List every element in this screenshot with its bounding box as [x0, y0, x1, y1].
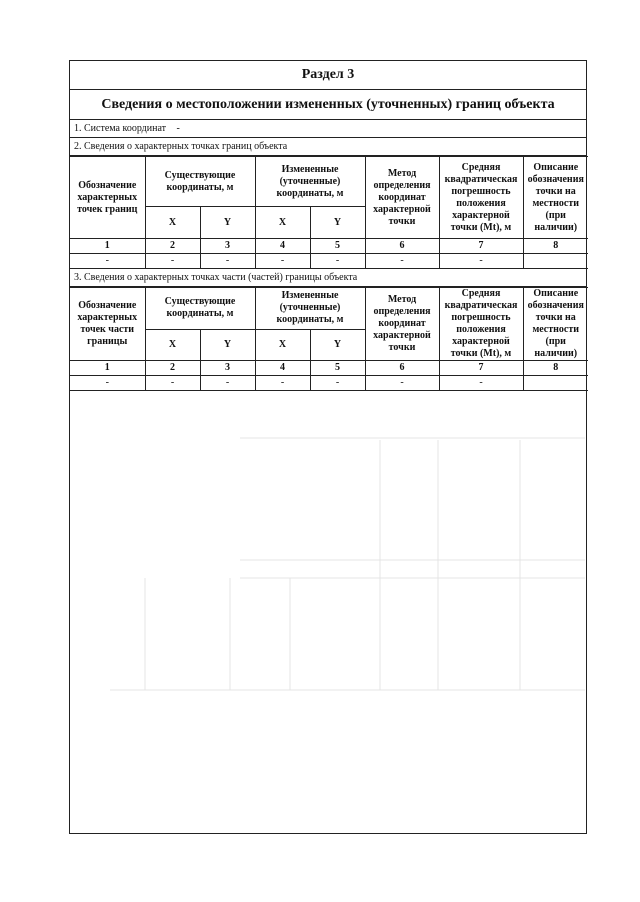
column-number: 8 [523, 361, 588, 376]
header-point-designation: Обозначение характерных точек границ [70, 157, 145, 239]
header-x: X [145, 329, 200, 360]
header-y: Y [310, 329, 365, 360]
table-cell: - [439, 254, 523, 269]
header-x: X [255, 329, 310, 360]
header-y: Y [200, 329, 255, 360]
table-cell [523, 254, 588, 269]
header-description: Описание обозначения точки на местности (при наличии) [523, 288, 588, 361]
coord-system-value: - [176, 123, 180, 134]
header-changed-coords: Измененные (уточненные) координаты, м [255, 288, 365, 330]
header-existing-coords: Существующие координаты, м [145, 288, 255, 330]
column-number-row [70, 239, 588, 254]
part-boundary-points-table [70, 287, 588, 391]
column-number: 7 [439, 361, 523, 376]
column-number-row [70, 361, 588, 376]
column-number: 8 [523, 239, 588, 254]
table-cell: - [70, 254, 145, 269]
table-cell: - [70, 376, 145, 391]
section-title: Раздел 3 [70, 61, 586, 90]
column-number: 4 [255, 361, 310, 376]
table-cell: - [310, 254, 365, 269]
header-error: Средняя квадратическая погрешность положения характерной точки (Mt), м [439, 288, 523, 361]
table-row [70, 254, 588, 269]
table-cell: - [365, 376, 439, 391]
boundary-points-table [70, 156, 588, 269]
column-number: 7 [439, 239, 523, 254]
section-subtitle: Сведения о местоположении измененных (уточненных) границ объекта [70, 90, 586, 120]
table-cell: - [439, 376, 523, 391]
column-number: 1 [70, 361, 145, 376]
table-row [70, 376, 588, 391]
header-description: Описание обозначения точки на местности (при наличии) [523, 157, 588, 239]
column-number: 5 [310, 239, 365, 254]
table-cell: - [200, 376, 255, 391]
header-existing-coords: Существующие координаты, м [145, 157, 255, 207]
header-point-designation: Обозначение характерных точек части границы [70, 288, 145, 361]
header-y: Y [310, 207, 365, 239]
table-cell: - [255, 254, 310, 269]
column-number: 6 [365, 361, 439, 376]
table-cell: - [365, 254, 439, 269]
column-number: 4 [255, 239, 310, 254]
column-number: 5 [310, 361, 365, 376]
table-cell: - [145, 254, 200, 269]
coord-system-line [70, 120, 586, 138]
column-number: 6 [365, 239, 439, 254]
table-cell: - [255, 376, 310, 391]
table2-caption: 3. Сведения о характерных точках части (частей) границы объекта [70, 269, 586, 287]
section-frame [69, 60, 587, 834]
header-x: X [255, 207, 310, 239]
table-cell: - [145, 376, 200, 391]
header-changed-coords: Измененные (уточненные) координаты, м [255, 157, 365, 207]
header-method: Метод определения координат характерной точки [365, 157, 439, 239]
table-cell: - [200, 254, 255, 269]
table-cell: - [310, 376, 365, 391]
table1-caption: 2. Сведения о характерных точках границ объекта [70, 138, 586, 156]
column-number: 2 [145, 361, 200, 376]
column-number: 3 [200, 239, 255, 254]
table-cell [523, 376, 588, 391]
column-number: 1 [70, 239, 145, 254]
header-y: Y [200, 207, 255, 239]
column-number: 3 [200, 361, 255, 376]
header-x: X [145, 207, 200, 239]
column-number: 2 [145, 239, 200, 254]
coord-system-label: 1. Система координат [74, 123, 167, 134]
header-method: Метод определения координат характерной точки [365, 288, 439, 361]
header-error: Средняя квадратическая погрешность положения характерной точки (Mt), м [439, 157, 523, 239]
